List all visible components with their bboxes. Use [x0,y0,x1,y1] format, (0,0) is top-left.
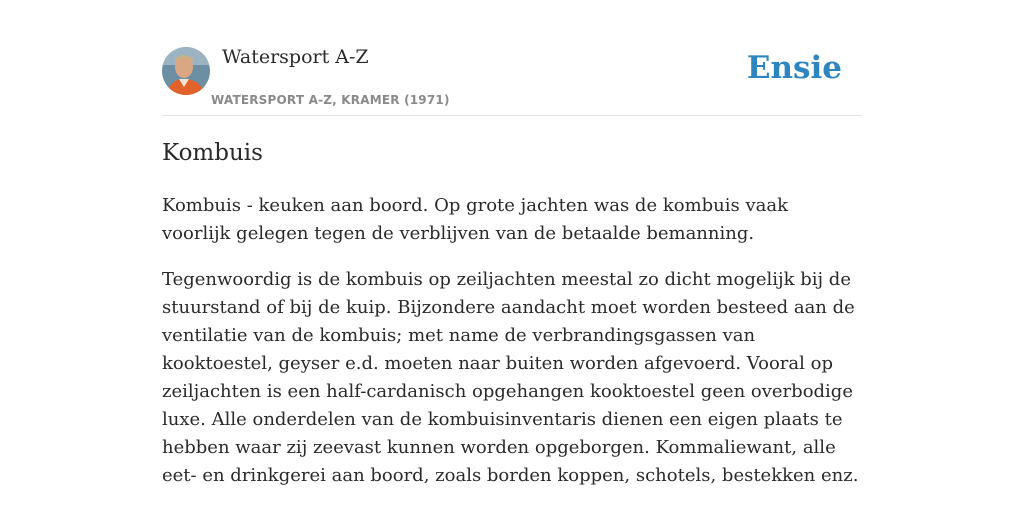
article-body [162,192,862,508]
author-avatar-icon[interactable] [162,47,210,95]
article-paragraph: Kombuis - keuken aan boord. Op grote jachten was de kombuis vaak voorlijk gelegen tegen de verblijven van de betaalde bemanning. [162,195,789,244]
brand-logo[interactable]: Ensie [746,50,842,86]
source-title[interactable]: Watersport A-Z [222,46,369,68]
header-divider [162,115,862,116]
avatar-photo-icon [162,47,210,95]
source-subtitle[interactable]: WATERSPORT A-Z, KRAMER (1971) [211,93,450,107]
article-paragraph: Tegenwoordig is de kombuis op zeiljachten meestal zo dicht mogelijk bij de stuurstand of bij de kuip. Bijzondere aandacht moet worden besteed aan de ventilatie van de kombuis; met name de verbrandingsgassen van kooktoestel, geyser e.d. moeten naar buiten worden afgevoerd. Vooral op zeiljachten is een half-cardanisch opgehangen kooktoestel geen overbodige luxe. Alle onderdelen van de kombuisinventaris dienen een eigen plaats te hebben waar zij zeevast kunnen worden opgeborgen. Kommaliewant, alle eet- en drinkgerei aan boord, zoals borden koppen, schotels, bestekken enz. [162,269,859,486]
page-title: Kombuis [162,140,263,166]
